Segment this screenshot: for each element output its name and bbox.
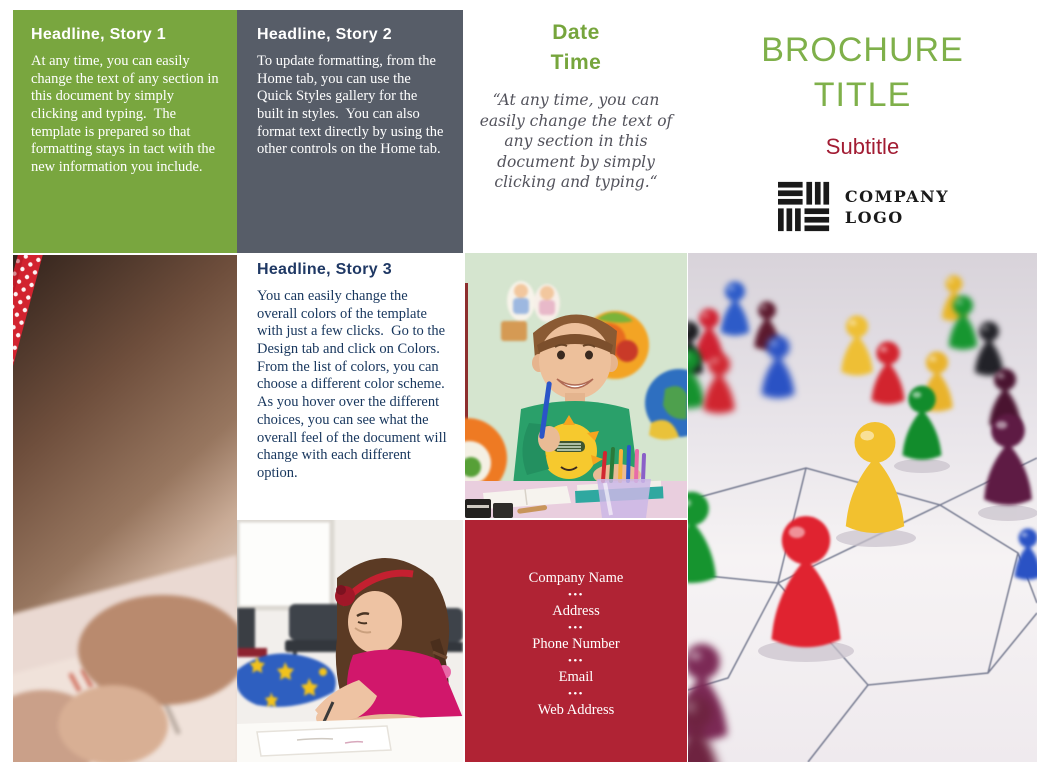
photo-girl-writing [237,520,463,762]
contact-separator: ••• [567,588,585,601]
contact-address: Address [552,603,600,619]
contact-company-name: Company Name [528,570,624,586]
company-logo-text [845,186,949,228]
brochure-subtitle: Subtitle [825,134,900,159]
date-time-heading [465,18,687,78]
company-logo-row [688,180,1037,233]
photo-game-pawns [688,253,1037,762]
contact-panel [465,520,687,762]
panel-story-3 [237,255,463,518]
table-papers [237,716,463,762]
panel-story-1 [13,10,237,253]
brochure-title [688,28,1037,118]
company-logo-icon [776,180,833,233]
contact-phone: Phone Number [532,636,620,652]
contact-email: Email [558,669,594,685]
photo-boy-crafting [465,253,687,518]
date-time-column [465,10,687,253]
date-label: Date [552,21,600,44]
story-1-title: Headline, Story 1 [31,26,166,43]
story-2-title: Headline, Story 2 [257,26,392,43]
contact-separator: ••• [567,654,585,667]
pull-quote: “At any time, you can easily change the text of any section in this document by simply clicking and typing.“ [479,91,673,191]
photo-hand-writing [13,255,237,762]
panel-story-2 [237,10,463,253]
story-3-body: You can easily change the overall colors of the template with just a few clicks. Go to the Design tab and click on Colors. From the list of colors, you can choose a different color scheme. As you hover over the different choices, you can see what the overall feel of the document will change with each different option. [257,288,452,481]
story-3-title: Headline, Story 3 [257,261,392,278]
story-2-body: To update formatting, from the Home tab, you can use the Quick Styles gallery for the built in styles. You can also format text directly by using the other controls on the Home tab. [257,53,448,158]
brochure-title-line1: BROCHURE [761,31,964,69]
story-1-body: At any time, you can easily change the text of any section in this document by simply clicking and typing. The template is prepared so that formatting stays in tact with the new information you include. [31,53,223,176]
time-label: Time [550,51,602,74]
brochure-title-line2: TITLE [813,76,912,114]
contact-separator: ••• [567,621,585,634]
company-logo-line1: COMPANY [844,186,950,206]
contact-separator: ••• [567,687,585,700]
contact-web: Web Address [537,702,615,718]
cover-column [688,0,1037,253]
company-logo-line2: LOGO [844,207,904,227]
